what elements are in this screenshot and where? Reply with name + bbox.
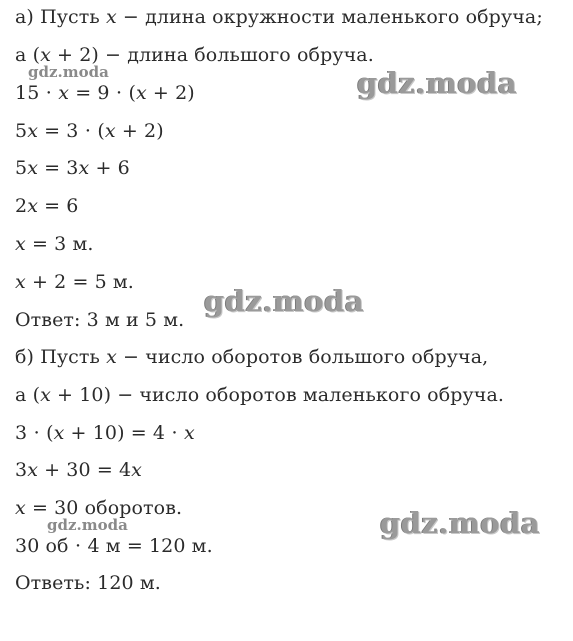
equation-line: 𝑥 + 2 = 5 м. xyxy=(15,271,134,293)
watermark-logo: gdz.moda xyxy=(357,66,518,100)
solution-line-a-second: а (𝑥 + 2) − длина большого обруча. xyxy=(15,44,374,66)
answer-b: Ответь: 120 м. xyxy=(15,572,161,594)
watermark-logo: gdz.moda xyxy=(380,506,541,540)
equation-line: 𝑥 = 3 м. xyxy=(15,233,94,255)
answer-a: Ответ: 3 м и 5 м. xyxy=(15,309,185,331)
equation-line: 5𝑥 = 3𝑥 + 6 xyxy=(15,157,130,179)
solution-line-b-intro: б) Пусть 𝑥 − число оборотов большого обруча, xyxy=(15,346,489,368)
equation-line: 3𝑥 + 30 = 4𝑥 xyxy=(15,459,142,481)
watermark-logo: gdz.moda xyxy=(47,516,128,534)
equation-line: 5𝑥 = 3 ⋅ (𝑥 + 2) xyxy=(15,120,164,142)
solution-line-b-second: а (𝑥 + 10) − число оборотов маленького обруча. xyxy=(15,384,505,406)
equation-line: 𝑥 = 30 оборотов. xyxy=(15,497,183,519)
equation-line: 3 ⋅ (𝑥 + 10) = 4 ⋅ 𝑥 xyxy=(15,422,195,444)
equation-line: 30 об ⋅ 4 м = 120 м. xyxy=(15,535,213,557)
solution-line-a-intro: а) Пусть 𝑥 − длина окружности маленького обруча; xyxy=(15,6,543,28)
watermark-logo: gdz.moda xyxy=(28,63,109,81)
watermark-logo: gdz.moda xyxy=(204,284,365,318)
equation-line: 15 ⋅ 𝑥 = 9 ⋅ (𝑥 + 2) xyxy=(15,82,195,104)
equation-line: 2𝑥 = 6 xyxy=(15,195,79,217)
